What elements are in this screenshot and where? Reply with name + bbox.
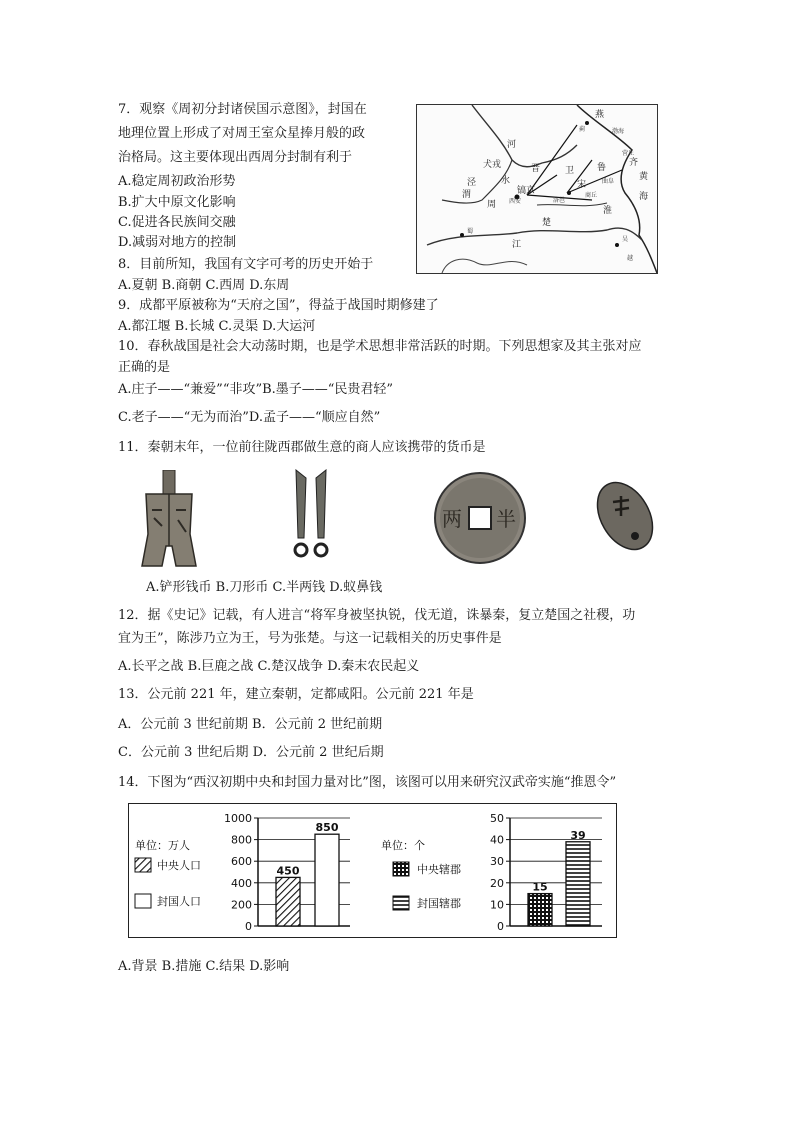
map-label-wu: 吴	[622, 236, 629, 243]
map-label-huai: 淮	[603, 206, 613, 216]
zhou-feudal-map	[416, 104, 658, 274]
q7-stem-line2: 地理位置上形成了对周王室众星捧月般的政	[118, 126, 366, 141]
map-label-qufu: 曲阜	[602, 178, 615, 185]
map-label-shui: 水	[501, 176, 511, 186]
map-label-wei: 卫	[565, 166, 575, 176]
map-label-he: 河	[507, 140, 517, 150]
yangtze-river	[427, 228, 642, 245]
map-label-jing: 泾	[467, 178, 477, 188]
q7-option-c: C.促进各民族间交融	[118, 215, 236, 230]
shu-dot	[460, 233, 464, 237]
population-bar-central	[276, 877, 300, 926]
q13-options-line2: C．公元前 3 世纪后期 D．公元前 2 世纪后期	[118, 745, 384, 760]
map-label-jiang: 江	[512, 240, 522, 250]
q12-options: A.长平之战 B.巨鹿之战 C.楚汉战争 D.秦末农民起义	[118, 659, 420, 674]
map-label-luoyi: 洛邑	[553, 197, 566, 204]
commandery-bar-fief	[566, 842, 590, 926]
map-label-jin: 晋	[531, 164, 541, 174]
legend-label-fief-cmd: 封国辖郡	[417, 897, 461, 910]
map-label-shangqiu: 商丘	[585, 192, 598, 199]
population-y-tick-label: 0	[245, 920, 252, 933]
antnose-coin-image	[585, 476, 665, 561]
q7-option-a: A.稳定周初政治形势	[118, 174, 236, 189]
banliang-coin-image	[432, 470, 528, 566]
q10-stem-line1: 10．春秋战国是社会大动荡时期，也是学术思想非常活跃的时期。下列思想家及其主张对应	[118, 339, 642, 354]
wu-dot	[615, 243, 619, 247]
map-label-huang: 黄	[639, 172, 649, 182]
q10-options-line2: C.老子——“无为而治”D.孟子——“顺应自然”	[118, 410, 381, 425]
q12-stem-line1: 12．据《史记》记载，有人进言“将军身被坚执锐，伐无道，诛暴秦，复立楚国之社稷，功	[118, 608, 636, 623]
yellow-river	[472, 105, 577, 167]
q7-stem-line3: 治格局。这主要体现出西周分封制有利于	[118, 150, 353, 165]
q7-option-b: B.扩大中原文化影响	[118, 195, 236, 210]
q9-options: A.都江堰 B.长城 C.灵渠 D.大运河	[118, 319, 316, 334]
banliang-glyph-liang: 两	[442, 507, 462, 531]
huai-river	[537, 203, 607, 206]
map-label-haojing: 镐京	[517, 186, 536, 196]
q11-options: A.铲形钱币 B.刀形币 C.半两钱 D.蚁鼻钱	[146, 580, 383, 595]
q14-stem: 14．下图为“西汉初期中央和封国力量对比”图，该图可以用来研究汉武帝实施“推恩令”	[118, 775, 617, 790]
commandery-y-tick-label: 0	[497, 920, 504, 933]
commandery-y-tick-label: 40	[490, 833, 504, 847]
map-label-yue: 越	[627, 255, 634, 262]
commandery-y-tick-label: 10	[490, 898, 504, 912]
population-bar-value-label: 850	[315, 821, 339, 835]
commandery-chart	[381, 812, 602, 933]
legend-label-fief-pop: 封国人口	[157, 895, 201, 908]
commandery-y-tick-label: 50	[490, 812, 504, 825]
map-label-hai: 海	[639, 192, 649, 202]
map-label-wei-river: 渭	[462, 190, 472, 200]
commandery-y-tick-label: 30	[490, 855, 504, 869]
q7-option-d: D.减弱对地方的控制	[118, 235, 237, 250]
q9-stem: 9．成都平原被称为“天府之国”，得益于战国时期修建了	[118, 298, 439, 313]
legend-swatch-fief-cmd	[393, 896, 409, 910]
q14-chart-frame	[128, 803, 617, 938]
map-label-zhou: 周	[487, 200, 497, 210]
population-y-tick-label: 1000	[224, 812, 252, 825]
map-label-chu: 楚	[542, 218, 552, 228]
map-label-shu: 蜀	[467, 228, 474, 235]
map-label-song: 宋	[577, 180, 587, 190]
map-label-bohai: 渤海	[612, 128, 625, 135]
population-y-tick-label: 400	[231, 876, 252, 890]
ji-dot	[585, 121, 589, 125]
commandery-unit-label: 单位：个	[381, 839, 425, 852]
south-border	[442, 259, 527, 273]
population-y-tick-label: 600	[231, 855, 252, 869]
q13-stem: 13．公元前 221 年，建立秦朝，定都咸阳。公元前 221 年是	[118, 687, 474, 702]
q7-stem-line1: 7．观察《周初分封诸侯国示意图》，封国在	[118, 102, 367, 117]
q12-stem-line2: 宜为王”，陈涉乃立为王，号为张楚。与这一记载相关的历史事件是	[118, 631, 502, 646]
legend-swatch-central-pop	[135, 858, 151, 872]
population-y-tick-label: 200	[231, 898, 252, 912]
commandery-bar-value-label: 39	[570, 828, 586, 842]
legend-label-central-cmd: 中央辖郡	[417, 863, 461, 876]
population-chart	[135, 812, 350, 933]
commandery-y-tick-label: 20	[490, 876, 504, 890]
map-label-ji: 蓟	[579, 126, 586, 133]
q11-stem: 11．秦朝末年，一位前往陇西郡做生意的商人应该携带的货币是	[118, 440, 486, 455]
commandery-bar-central	[528, 894, 552, 926]
q14-options: A.背景 B.措施 C.结果 D.影响	[118, 959, 290, 974]
population-unit-label: 单位：万人	[135, 839, 190, 852]
spade-coin-image	[134, 470, 204, 570]
central-vs-fief-chart	[129, 804, 616, 937]
banliang-glyph-ban: 半	[496, 507, 516, 531]
q10-stem-line2: 正确的是	[118, 360, 171, 375]
map-label-lu: 鲁	[597, 163, 607, 173]
map-drawing	[417, 105, 657, 273]
population-bar-fief	[315, 834, 339, 926]
map-label-yingqiu: 营丘	[622, 150, 635, 157]
fief-arrow-5	[527, 125, 577, 195]
commandery-bar-value-label: 15	[532, 880, 548, 894]
knife-coin-image	[286, 468, 336, 568]
map-label-xian: 西安	[509, 198, 522, 205]
map-label-yan: 燕	[595, 110, 605, 120]
q10-options-line1: A.庄子——“兼爱”“非攻”B.墨子——“民贵君轻”	[118, 382, 394, 397]
map-label-quanrong: 犬戎	[483, 160, 502, 170]
luoyi-dot	[567, 191, 571, 195]
legend-swatch-central-cmd	[393, 862, 409, 876]
population-y-tick-label: 800	[231, 833, 252, 847]
q8-stem: 8．目前所知，我国有文字可考的历史开始于	[118, 257, 374, 272]
q13-options-line1: A．公元前 3 世纪前期 B．公元前 2 世纪前期	[118, 717, 383, 732]
q8-options: A.夏朝 B.商朝 C.西周 D.东周	[118, 278, 290, 293]
legend-label-central-pop: 中央人口	[157, 859, 201, 872]
population-bar-value-label: 450	[276, 864, 300, 878]
map-label-qi: 齐	[629, 158, 639, 168]
legend-swatch-fief-pop	[135, 894, 151, 908]
